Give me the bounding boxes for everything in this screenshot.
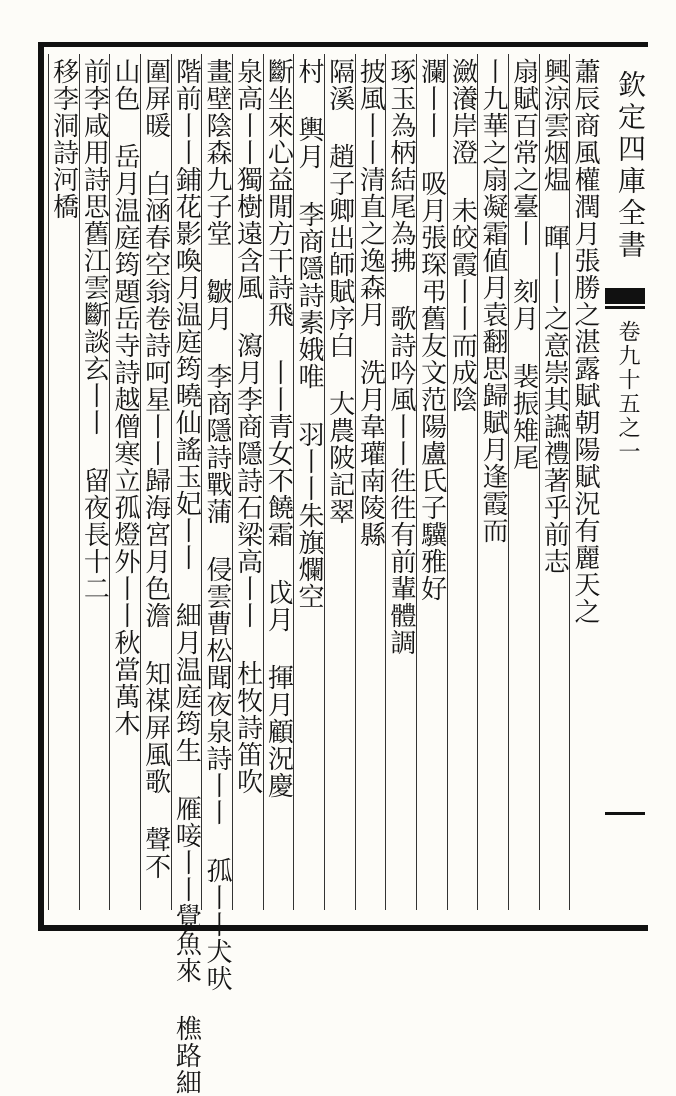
text-column: 瀾丨丨 吸月張琛弔舊友文范陽盧氏子驥雅好 bbox=[416, 58, 447, 602]
text-column: 移李洞詩河橋 bbox=[48, 58, 79, 220]
text-column: 畫壁陰森九子堂 皺月 李商隱詩戰蒲 侵雲曹松聞夜泉詩丨丨 孤丨丨犬吠 bbox=[201, 58, 232, 992]
volume-label: 卷九十五之一 bbox=[615, 320, 640, 464]
text-column: 興涼雲烟煴 暉丨丨之意崇其讌禮著乎前志 bbox=[539, 58, 570, 575]
margin-rule bbox=[605, 812, 645, 815]
text-column: 山色 岳月温庭筠題岳寺詩越僧寒立孤燈外丨丨秋當萬木 bbox=[109, 58, 140, 737]
text-column: 披風丨丨清直之逸森月 洗月韋瓘南陵縣 bbox=[355, 58, 386, 548]
text-column: 階前丨丨鋪花影喚月温庭筠曉仙謠玉妃丨丨 細月温庭筠生 雁唼丨丨覺魚來 樵路細 bbox=[171, 58, 202, 1096]
text-column: 圍屏暖 白涵春空翁卷詩呵星丨丨歸海宮月色澹 知禖屏風歌 聲不 bbox=[140, 58, 171, 880]
book-title: 欽定四庫全書 bbox=[614, 70, 647, 262]
text-column: 丨九華之扇凝霜値月袁翻思歸賦月逢霞而 bbox=[477, 58, 508, 544]
fish-tail-bar bbox=[605, 288, 645, 304]
text-column: 村 輿月 李商隱詩素娥唯 羽丨丨朱旗爛空 bbox=[293, 58, 324, 610]
text-column: 泉高丨丨獨樹遠含風 瀉月李商隱詩石梁高丨丨 杜牧詩笛吹 bbox=[232, 58, 263, 795]
text-column: 斷坐來心益閒方干詩飛 丨丨青女不饒霜 戉月 揮月顧況慶 bbox=[263, 58, 294, 799]
text-column: 蕭辰商風權潤月張勝之湛露賦朝陽賦況有麗天之 bbox=[569, 58, 600, 625]
text-column: 隔溪 趙子卿出師賦序白 大農陂記翠 bbox=[324, 58, 355, 525]
fish-tail-line bbox=[605, 306, 645, 309]
text-column: 琢玉為柄結尾為拂 歌詩吟風丨丨徃徃有前輩體調 bbox=[385, 58, 416, 656]
text-column: 前李咸用詩思舊江雲斷談玄丨丨 留夜長十二 bbox=[79, 58, 110, 602]
text-column: 扇賦百常之臺丨 刻月 裴振雉尾 bbox=[508, 58, 539, 471]
text-column: 瀲瀁岸澄 未皎霞丨丨而成陰 bbox=[447, 58, 478, 413]
